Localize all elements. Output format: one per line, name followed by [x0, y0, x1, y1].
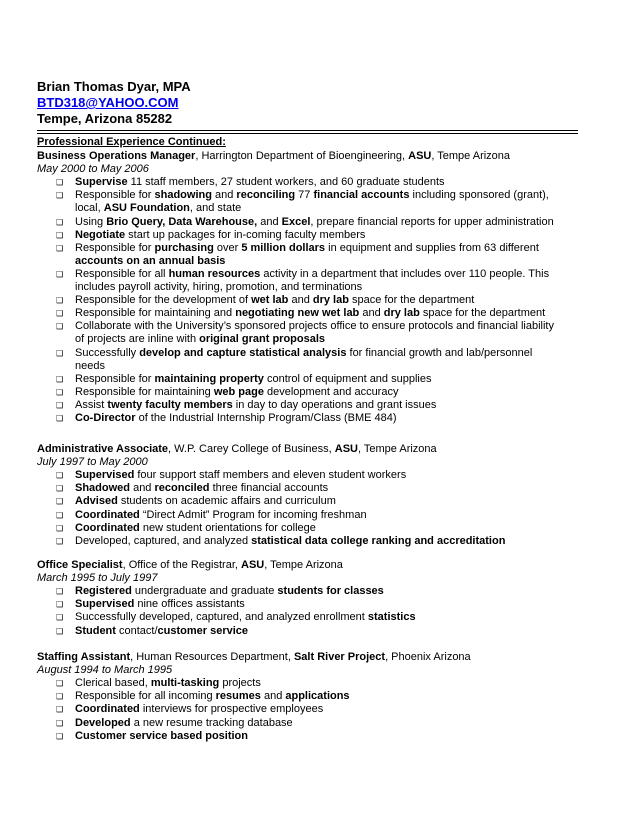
bullet-text: Assist twenty faculty members in day to day operations and grant issues	[75, 398, 437, 411]
bullet-text: Coordinated interviews for prospective employees	[75, 703, 324, 716]
job-title-line: Office Specialist, Office of the Registrar, ASU, Tempe Arizona	[37, 559, 343, 571]
bullet-icon: ❑	[56, 387, 64, 397]
location: Tempe, Arizona 85282	[37, 111, 173, 126]
bullet-icon: ❑	[56, 269, 64, 279]
bullet-icon: ❑	[56, 613, 64, 623]
bullet-icon: ❑	[56, 523, 64, 533]
bullet-icon: ❑	[56, 374, 64, 384]
divider-line	[37, 133, 578, 134]
bullet-icon: ❑	[56, 484, 64, 494]
bullet-text: Coordinated “Direct Admit” Program for incoming freshman	[75, 508, 367, 521]
job-title-line: Administrative Associate, W.P. Carey College of Business, ASU, Tempe Arizona	[37, 443, 437, 455]
bullet-text: Responsible for maintaining and negotiating new wet lab and dry lab space for the department	[75, 307, 546, 320]
job-dates: August 1994 to March 1995	[37, 664, 173, 677]
bullet-text: Student contact/customer service	[75, 624, 249, 637]
bullet-icon: ❑	[56, 587, 64, 597]
bullet-text: needs	[75, 359, 105, 372]
bullet-text: Responsible for maintaining web page development and accuracy	[75, 385, 399, 398]
job-dates: July 1997 to May 2000	[37, 456, 148, 469]
bullet-icon: ❑	[56, 705, 64, 715]
bullet-icon: ❑	[56, 731, 64, 741]
divider-line	[37, 130, 578, 131]
bullet-text: local, ASU Foundation, and state	[75, 202, 242, 215]
bullet-icon: ❑	[56, 191, 64, 201]
job-dates: May 2000 to May 2006	[37, 163, 149, 176]
bullet-text: Shadowed and reconciled three financial accounts	[75, 482, 329, 495]
bullet-icon: ❑	[56, 309, 64, 319]
bullet-text: Coordinated new student orientations for college	[75, 521, 316, 534]
bullet-icon: ❑	[56, 600, 64, 610]
bullet-text: Co-Director of the Industrial Internship Program/Class (BME 484)	[75, 412, 397, 424]
bullet-icon: ❑	[56, 217, 64, 227]
bullet-text: Developed a new resume tracking database	[75, 716, 293, 729]
bullet-text: Using Brio Query, Data Warehouse, and Excel, prepare financial reports for upper administration	[75, 215, 554, 228]
bullet-text: of projects are inline with original grant proposals	[75, 333, 326, 346]
bullet-icon: ❑	[56, 400, 64, 410]
bullet-icon: ❑	[56, 414, 64, 423]
section-title: Professional Experience Continued:	[37, 136, 226, 148]
email-link[interactable]: BTD318@YAHOO.COM	[37, 95, 179, 110]
bullet-icon: ❑	[56, 178, 64, 188]
job-title-line: Business Operations Manager, Harrington Department of Bioengineering, ASU, Tempe Arizona	[37, 150, 511, 162]
bullet-icon: ❑	[56, 296, 64, 306]
bullet-icon: ❑	[56, 692, 64, 702]
bullet-text: Responsible for maintaining property control of equipment and supplies	[75, 372, 432, 385]
bullet-icon: ❑	[56, 679, 64, 689]
bullet-text: Supervised nine offices assistants	[75, 598, 245, 611]
bullet-text: accounts on an annual basis	[75, 254, 226, 267]
bullet-text: Responsible for shadowing and reconciling 77 financial accounts including sponsored (grant),	[75, 189, 549, 202]
bullet-text: Responsible for all incoming resumes and applications	[75, 690, 350, 703]
bullet-text: includes payroll activity, hiring, promotion, and terminations	[75, 281, 363, 293]
bullet-text: Advised students on academic affairs and curriculum	[75, 495, 336, 508]
bullet-text: Supervise 11 staff members, 27 student workers, and 60 graduate students	[75, 176, 445, 189]
bullet-text: Responsible for the development of wet lab and dry lab space for the department	[75, 294, 475, 307]
candidate-name: Brian Thomas Dyar, MPA	[37, 79, 191, 94]
bullet-text: Collaborate with the University’s sponsored projects office to ensure protocols and financial liability	[75, 320, 554, 333]
bullet-icon: ❑	[56, 243, 64, 253]
bullet-icon: ❑	[56, 497, 64, 507]
bullet-icon: ❑	[56, 230, 64, 240]
bullet-text: Registered undergraduate and graduate students for classes	[75, 585, 384, 598]
bullet-icon: ❑	[56, 471, 64, 481]
bullet-text: Responsible for purchasing over 5 million dollars in equipment and supplies from 63 different	[75, 241, 539, 254]
bullet-icon: ❑	[56, 322, 64, 332]
job-dates: March 1995 to July 1997	[37, 572, 158, 585]
bullet-icon: ❑	[56, 348, 64, 358]
bullet-text: Negotiate start up packages for in-coming faculty members	[75, 228, 366, 241]
bullet-icon: ❑	[56, 510, 64, 520]
bullet-text: Responsible for all human resources activity in a department that includes over 110 people. This	[75, 267, 550, 280]
bullet-icon: ❑	[56, 718, 64, 728]
bullet-icon: ❑	[56, 536, 64, 546]
job-title-line: Staffing Assistant, Human Resources Department, Salt River Project, Phoenix Arizona	[37, 651, 471, 663]
bullet-text: Supervised four support staff members and eleven student workers	[75, 469, 407, 482]
bullet-text: Clerical based, multi-tasking projects	[75, 677, 261, 690]
bullet-text: Successfully develop and capture statistical analysis for financial growth and lab/personnel	[75, 346, 533, 359]
bullet-icon: ❑	[56, 626, 64, 636]
bullet-text: Developed, captured, and analyzed statistical data college ranking and accreditation	[75, 534, 506, 547]
bullet-text: Customer service based position	[75, 729, 248, 742]
bullet-text: Successfully developed, captured, and analyzed enrollment statistics	[75, 611, 416, 624]
